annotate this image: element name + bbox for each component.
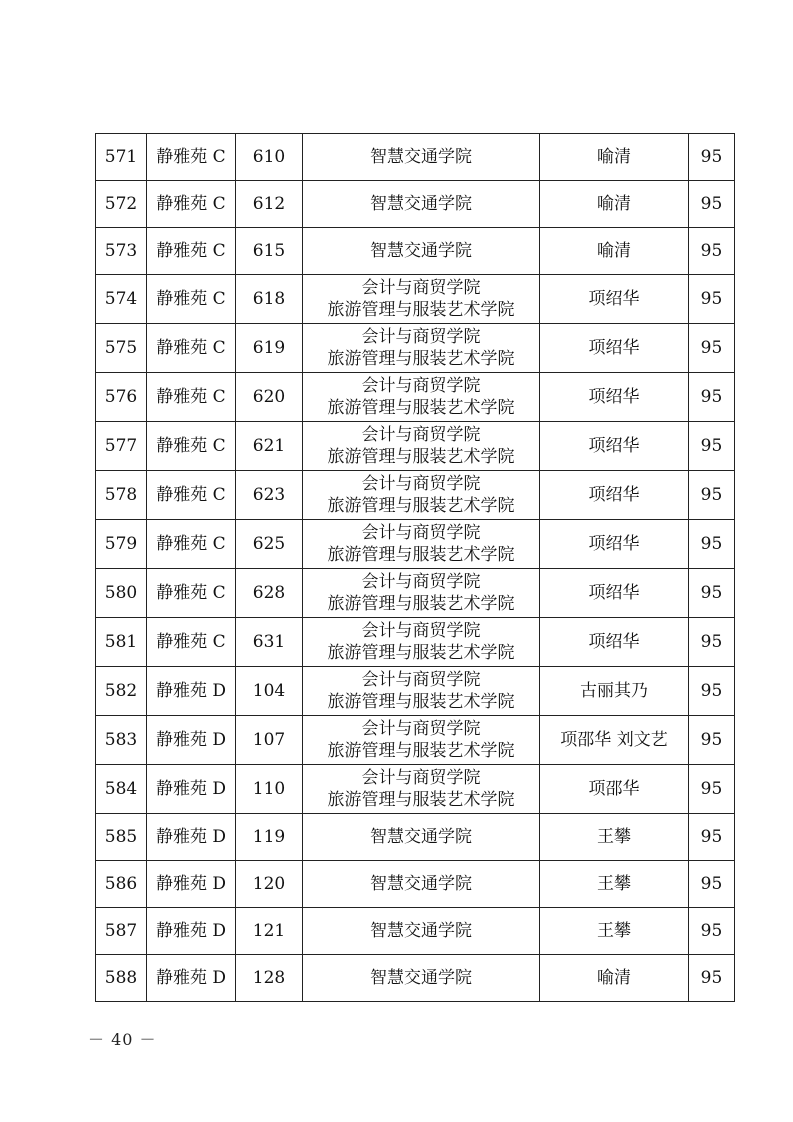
cell-number: 586 (96, 861, 147, 908)
table-row (96, 228, 735, 275)
cell-score: 95 (689, 422, 735, 471)
cell-building: 静雅苑 D (147, 814, 236, 861)
cell-score: 95 (689, 228, 735, 275)
table-row (96, 520, 735, 569)
cell-person: 项绍华 (540, 324, 689, 373)
cell-number: 581 (96, 618, 147, 667)
college-name: 会计与商贸学院 (361, 719, 481, 739)
cell-building: 静雅苑 C (147, 471, 236, 520)
cell-score: 95 (689, 765, 735, 814)
college-name: 智慧交通学院 (370, 827, 472, 847)
cell-college (303, 422, 540, 471)
cell-room: 619 (236, 324, 303, 373)
cell-college (303, 373, 540, 422)
table-row (96, 765, 735, 814)
cell-building: 静雅苑 C (147, 569, 236, 618)
cell-college (303, 861, 540, 908)
cell-college (303, 618, 540, 667)
cell-person: 古丽其乃 (540, 667, 689, 716)
cell-person: 王攀 (540, 908, 689, 955)
cell-score: 95 (689, 814, 735, 861)
table-row (96, 422, 735, 471)
college-name: 旅游管理与服装艺术学院 (327, 349, 515, 369)
cell-number: 585 (96, 814, 147, 861)
college-name: 会计与商贸学院 (361, 670, 481, 690)
cell-room: 104 (236, 667, 303, 716)
cell-score: 95 (689, 181, 735, 228)
cell-score: 95 (689, 324, 735, 373)
cell-room: 128 (236, 955, 303, 1002)
cell-room: 628 (236, 569, 303, 618)
cell-building: 静雅苑 D (147, 716, 236, 765)
cell-room: 621 (236, 422, 303, 471)
cell-room: 121 (236, 908, 303, 955)
table-row (96, 716, 735, 765)
cell-number: 576 (96, 373, 147, 422)
cell-college (303, 324, 540, 373)
college-name: 智慧交通学院 (370, 968, 472, 988)
cell-room: 119 (236, 814, 303, 861)
cell-person: 项邵华 (540, 765, 689, 814)
cell-building: 静雅苑 C (147, 134, 236, 181)
cell-college (303, 955, 540, 1002)
college-name: 旅游管理与服装艺术学院 (327, 300, 515, 320)
cell-person: 项绍华 (540, 422, 689, 471)
college-name: 旅游管理与服装艺术学院 (327, 643, 515, 663)
cell-person: 项邵华 刘文艺 (540, 716, 689, 765)
page-number: － 40 － (88, 1030, 157, 1049)
cell-number: 579 (96, 520, 147, 569)
cell-person: 喻清 (540, 181, 689, 228)
cell-building: 静雅苑 C (147, 324, 236, 373)
dormitory-score-table (95, 133, 735, 1002)
college-name: 会计与商贸学院 (361, 474, 481, 494)
cell-person: 项绍华 (540, 275, 689, 324)
table-row (96, 667, 735, 716)
cell-building: 静雅苑 C (147, 228, 236, 275)
cell-person: 喻清 (540, 134, 689, 181)
cell-building: 静雅苑 C (147, 520, 236, 569)
cell-room: 623 (236, 471, 303, 520)
college-name: 旅游管理与服装艺术学院 (327, 545, 515, 565)
college-name: 会计与商贸学院 (361, 572, 481, 592)
college-name: 会计与商贸学院 (361, 376, 481, 396)
table-row (96, 275, 735, 324)
cell-score: 95 (689, 373, 735, 422)
cell-number: 580 (96, 569, 147, 618)
table-row (96, 569, 735, 618)
cell-person: 项绍华 (540, 569, 689, 618)
cell-college (303, 765, 540, 814)
cell-room: 620 (236, 373, 303, 422)
cell-college (303, 520, 540, 569)
college-name: 会计与商贸学院 (361, 278, 481, 298)
table-row (96, 134, 735, 181)
cell-score: 95 (689, 520, 735, 569)
cell-person: 项绍华 (540, 471, 689, 520)
table-row (96, 181, 735, 228)
college-name: 旅游管理与服装艺术学院 (327, 594, 515, 614)
cell-college (303, 134, 540, 181)
college-name: 智慧交通学院 (370, 921, 472, 941)
cell-person: 项绍华 (540, 618, 689, 667)
college-name: 会计与商贸学院 (361, 425, 481, 445)
cell-number: 577 (96, 422, 147, 471)
table-row (96, 324, 735, 373)
cell-person: 王攀 (540, 861, 689, 908)
cell-score: 95 (689, 134, 735, 181)
cell-building: 静雅苑 D (147, 667, 236, 716)
cell-college (303, 228, 540, 275)
cell-room: 612 (236, 181, 303, 228)
cell-number: 573 (96, 228, 147, 275)
cell-score: 95 (689, 861, 735, 908)
cell-person: 喻清 (540, 228, 689, 275)
college-name: 会计与商贸学院 (361, 768, 481, 788)
cell-room: 618 (236, 275, 303, 324)
cell-building: 静雅苑 C (147, 422, 236, 471)
college-name: 旅游管理与服装艺术学院 (327, 790, 515, 810)
college-name: 会计与商贸学院 (361, 327, 481, 347)
cell-score: 95 (689, 275, 735, 324)
cell-number: 583 (96, 716, 147, 765)
college-name: 旅游管理与服装艺术学院 (327, 447, 515, 467)
table-row (96, 955, 735, 1002)
cell-college (303, 275, 540, 324)
cell-building: 静雅苑 D (147, 765, 236, 814)
college-name: 旅游管理与服装艺术学院 (327, 741, 515, 761)
table-row (96, 861, 735, 908)
cell-room: 625 (236, 520, 303, 569)
college-name: 会计与商贸学院 (361, 621, 481, 641)
cell-college (303, 181, 540, 228)
college-name: 智慧交通学院 (370, 147, 472, 167)
cell-college (303, 667, 540, 716)
cell-number: 584 (96, 765, 147, 814)
cell-building: 静雅苑 D (147, 955, 236, 1002)
cell-college (303, 908, 540, 955)
cell-score: 95 (689, 618, 735, 667)
cell-score: 95 (689, 908, 735, 955)
college-name: 旅游管理与服装艺术学院 (327, 398, 515, 418)
table-body (96, 134, 735, 1002)
table-row (96, 373, 735, 422)
cell-number: 588 (96, 955, 147, 1002)
cell-number: 571 (96, 134, 147, 181)
cell-building: 静雅苑 D (147, 861, 236, 908)
cell-room: 107 (236, 716, 303, 765)
cell-room: 610 (236, 134, 303, 181)
cell-score: 95 (689, 471, 735, 520)
cell-building: 静雅苑 C (147, 618, 236, 667)
college-name: 智慧交通学院 (370, 241, 472, 261)
cell-number: 574 (96, 275, 147, 324)
cell-score: 95 (689, 667, 735, 716)
college-name: 会计与商贸学院 (361, 523, 481, 543)
cell-score: 95 (689, 569, 735, 618)
cell-score: 95 (689, 716, 735, 765)
cell-person: 项绍华 (540, 520, 689, 569)
cell-building: 静雅苑 C (147, 275, 236, 324)
cell-person: 王攀 (540, 814, 689, 861)
cell-college (303, 471, 540, 520)
table-row (96, 618, 735, 667)
cell-person: 项绍华 (540, 373, 689, 422)
college-name: 智慧交通学院 (370, 874, 472, 894)
cell-number: 578 (96, 471, 147, 520)
cell-number: 572 (96, 181, 147, 228)
cell-room: 110 (236, 765, 303, 814)
college-name: 智慧交通学院 (370, 194, 472, 214)
cell-room: 120 (236, 861, 303, 908)
cell-person: 喻清 (540, 955, 689, 1002)
cell-college (303, 716, 540, 765)
cell-building: 静雅苑 C (147, 373, 236, 422)
cell-room: 631 (236, 618, 303, 667)
college-name: 旅游管理与服装艺术学院 (327, 496, 515, 516)
dormitory-score-table-container (95, 133, 734, 1002)
cell-building: 静雅苑 C (147, 181, 236, 228)
table-row (96, 814, 735, 861)
cell-college (303, 569, 540, 618)
table-row (96, 908, 735, 955)
college-name: 旅游管理与服装艺术学院 (327, 692, 515, 712)
cell-number: 575 (96, 324, 147, 373)
cell-number: 582 (96, 667, 147, 716)
cell-college (303, 814, 540, 861)
cell-number: 587 (96, 908, 147, 955)
cell-building: 静雅苑 D (147, 908, 236, 955)
cell-room: 615 (236, 228, 303, 275)
table-row (96, 471, 735, 520)
cell-score: 95 (689, 955, 735, 1002)
